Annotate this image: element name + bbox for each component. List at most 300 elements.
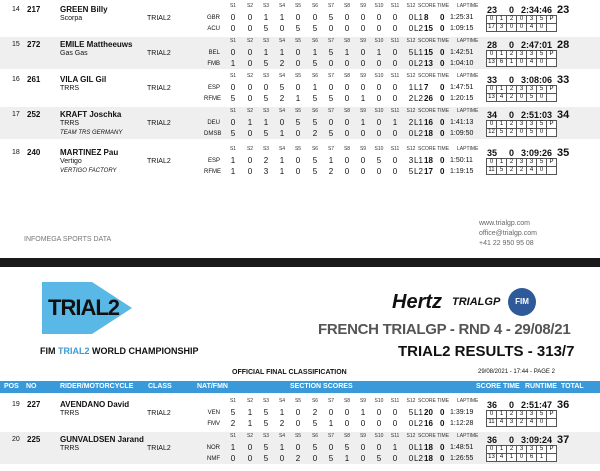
total-penalty: 0 <box>509 435 515 445</box>
championship-title: FIM TRIAL2 WORLD CHAMPIONSHIP <box>40 346 199 356</box>
final-total: 33 <box>557 74 570 86</box>
col-time: TIME <box>503 383 520 390</box>
section-score-lap1: 0 <box>344 156 350 165</box>
lap1-score: 18 <box>424 443 433 452</box>
section-score-lap2: 0 <box>360 59 366 68</box>
section-score-lap2: 0 <box>360 167 366 176</box>
grid-cell: 2 <box>507 16 517 24</box>
hertz-logo: Hertz <box>392 291 443 313</box>
section-label: S9 <box>359 433 367 439</box>
lap1-time: 1:42:51 <box>450 49 474 56</box>
section-score-lap2: 1 <box>230 167 236 176</box>
section-score-lap2: 0 <box>247 94 253 103</box>
section-score-lap1: 1 <box>247 118 253 127</box>
rider-federation: FMV <box>207 421 220 427</box>
grid-cell: 1 <box>497 16 507 24</box>
section-score-lap2: 0 <box>230 24 236 33</box>
section-label: S6 <box>311 38 319 44</box>
grid-cell: 4 <box>527 24 537 32</box>
laptime-label: LAPTIME <box>457 3 479 9</box>
lap1-penalty: 0 <box>440 118 445 127</box>
section-score-lap2: 5 <box>312 167 318 176</box>
laptime-label: LAPTIME <box>457 73 479 79</box>
grid-cell: 4 <box>527 419 537 427</box>
grid-cell: 0 <box>517 24 527 32</box>
section-score-lap1: 0 <box>392 13 398 22</box>
section-label: S9 <box>359 398 367 404</box>
grid-cell: P <box>547 121 557 129</box>
section-label: S4 <box>278 108 286 114</box>
grid-cell: 0 <box>487 121 497 129</box>
rider-motorcycle: TRRS <box>60 85 80 92</box>
score-time-label: SCORE TIME <box>418 398 450 404</box>
section-score-lap1: 2 <box>408 118 414 127</box>
total-penalty: 0 <box>509 148 515 158</box>
col-no: NO <box>26 383 37 390</box>
laptime-label: LAPTIME <box>457 433 479 439</box>
section-score-lap1: 0 <box>392 83 398 92</box>
section-score-lap1: 1 <box>392 443 398 452</box>
section-score-lap1: 0 <box>376 83 382 92</box>
section-score-lap2: 5 <box>230 94 236 103</box>
section-score-lap2: 5 <box>328 129 334 138</box>
section-label: S1 <box>229 38 237 44</box>
section-score-lap2: 0 <box>247 167 253 176</box>
section-score-lap2: 0 <box>392 24 398 33</box>
rider-name[interactable]: VILA GIL Gil <box>60 75 107 84</box>
section-score-lap2: 0 <box>360 129 366 138</box>
score-time-label: SCORE TIME <box>418 108 450 114</box>
lap2-time: 1:09:15 <box>450 25 474 32</box>
lap1-score: 16 <box>424 118 433 127</box>
section-label: S12 <box>406 38 416 44</box>
grid-cell: 3 <box>497 24 507 32</box>
lap1-label: L1 <box>414 443 423 452</box>
section-score-lap1: 0 <box>247 83 253 92</box>
section-score-lap2: 1 <box>344 454 350 463</box>
grid-cell: 6 <box>527 454 537 462</box>
rider-position: 20 <box>12 436 20 443</box>
section-score-lap1: 1 <box>376 48 382 57</box>
lap2-penalty: 0 <box>440 59 445 68</box>
section-score-lap1: 1 <box>279 156 285 165</box>
section-score-lap2: 5 <box>263 129 269 138</box>
section-label: S9 <box>359 146 367 152</box>
total-time: 3:08:06 <box>521 75 553 85</box>
grid-cell: 3 <box>507 419 517 427</box>
section-score-lap1: 2 <box>263 156 269 165</box>
grid-cell: 6 <box>497 59 507 67</box>
section-score-lap2: 1 <box>295 94 301 103</box>
classification-label: OFFICIAL FINAL CLASSIFICATION <box>232 369 347 376</box>
grid-cell: 1 <box>537 454 547 462</box>
grid-cell: 0 <box>537 24 547 32</box>
section-score-lap1: 0 <box>247 48 253 57</box>
section-score-lap2: 0 <box>408 454 414 463</box>
grid-cell: 5 <box>537 411 547 419</box>
grid-cell: 13 <box>488 59 495 65</box>
section-score-lap2: 1 <box>328 419 334 428</box>
grid-cell: 0 <box>487 159 497 167</box>
lap1-penalty: 0 <box>440 48 445 57</box>
grid-cell: 0 <box>517 129 527 137</box>
lap2-penalty: 0 <box>440 129 445 138</box>
col-total: TOTAL <box>561 383 584 390</box>
section-score-lap2: 1 <box>247 419 253 428</box>
section-label: S5 <box>294 38 302 44</box>
score-time-label: SCORE TIME <box>418 38 450 44</box>
section-score-lap1: 5 <box>230 408 236 417</box>
section-score-lap1: 0 <box>230 83 236 92</box>
score-count-grid <box>486 445 557 462</box>
lap1-label: L1 <box>414 408 423 417</box>
grid-cell: 3 <box>517 411 527 419</box>
laptime-label: LAPTIME <box>457 146 479 152</box>
section-label: S9 <box>359 38 367 44</box>
section-score-lap1: 5 <box>328 13 334 22</box>
section-score-lap2: 0 <box>408 24 414 33</box>
rider-class: TRIAL2 <box>147 158 171 165</box>
rider-name[interactable]: GUNVALDSEN Jarand <box>60 435 144 444</box>
section-score-lap2: 1 <box>230 59 236 68</box>
section-label: S4 <box>278 3 286 9</box>
section-score-lap2: 0 <box>344 167 350 176</box>
section-label: S2 <box>246 73 254 79</box>
lap2-label: L2 <box>414 454 423 463</box>
section-score-lap2: 0 <box>247 24 253 33</box>
contact-mail[interactable]: office@trialgp.com <box>479 230 537 237</box>
rider-position: 15 <box>12 41 20 48</box>
rider-row[interactable] <box>0 107 600 139</box>
section-score-lap1: 1 <box>392 118 398 127</box>
grid-cell: 2 <box>507 129 517 137</box>
laptime-label: LAPTIME <box>457 38 479 44</box>
grid-cell: 5 <box>537 446 547 454</box>
grid-cell: P <box>547 446 557 454</box>
section-label: S3 <box>262 38 270 44</box>
grid-cell: 0 <box>517 59 527 67</box>
date-page: 29/08/2021 - 17:44 - PAGE 2 <box>478 369 555 375</box>
section-score-lap1: 0 <box>392 48 398 57</box>
section-score-lap2: 2 <box>279 419 285 428</box>
grid-cell: 13 <box>488 454 495 460</box>
rider-position: 18 <box>12 149 20 156</box>
section-label: S11 <box>390 38 400 44</box>
total-score: 34 <box>487 110 498 120</box>
lap2-penalty: 0 <box>440 454 445 463</box>
lap2-time: 1:19:15 <box>450 168 474 175</box>
section-score-lap1: 0 <box>376 118 382 127</box>
section-label: S10 <box>374 146 384 152</box>
rider-class: TRIAL2 <box>147 120 171 127</box>
section-label: S10 <box>374 73 384 79</box>
rider-federation: DMSB <box>204 131 222 137</box>
contact-phone: +41 22 950 95 08 <box>479 240 534 247</box>
section-label: S9 <box>359 3 367 9</box>
section-label: S10 <box>374 433 384 439</box>
section-score-lap1: 0 <box>247 13 253 22</box>
grid-cell: 3 <box>527 121 537 129</box>
section-label: S4 <box>278 433 286 439</box>
section-score-lap2: 0 <box>360 419 366 428</box>
section-score-lap2: 0 <box>376 94 382 103</box>
section-label: S7 <box>327 433 335 439</box>
grid-cell: 0 <box>537 167 547 175</box>
section-score-lap2: 1 <box>279 167 285 176</box>
rider-name[interactable]: GREEN Billy <box>60 5 108 14</box>
section-score-lap1: 1 <box>312 83 318 92</box>
rider-motorcycle: Gas Gas <box>60 50 88 57</box>
section-score-lap1: 3 <box>408 156 414 165</box>
section-label: S12 <box>406 146 416 152</box>
section-score-lap2: 0 <box>376 167 382 176</box>
score-time-label: SCORE TIME <box>418 73 450 79</box>
lap1-score: 20 <box>424 408 433 417</box>
section-score-lap1: 0 <box>295 156 301 165</box>
grid-cell: 1 <box>497 121 507 129</box>
rider-motorcycle: TRRS <box>60 120 80 127</box>
section-label: S7 <box>327 3 335 9</box>
contact-web[interactable]: www.trialgp.com <box>479 220 530 227</box>
lap1-label: L1 <box>414 83 423 92</box>
grid-cell: 12 <box>488 129 495 135</box>
section-label: S3 <box>262 398 270 404</box>
grid-cell <box>547 24 557 32</box>
section-label: S6 <box>311 433 319 439</box>
section-score-lap2: 5 <box>312 59 318 68</box>
section-score-lap1: 0 <box>295 408 301 417</box>
lap2-time: 1:20:15 <box>450 95 474 102</box>
lap1-score: 18 <box>424 156 433 165</box>
section-score-lap1: 1 <box>312 48 318 57</box>
section-score-lap1: 0 <box>344 13 350 22</box>
section-score-lap2: 2 <box>328 167 334 176</box>
section-score-lap1: 0 <box>295 48 301 57</box>
rider-number: 217 <box>27 5 41 14</box>
rider-name[interactable]: AVENDANO David <box>60 400 130 409</box>
section-label: S4 <box>278 38 286 44</box>
section-score-lap2: 0 <box>408 129 414 138</box>
lap2-penalty: 0 <box>440 94 445 103</box>
score-time-label: SCORE TIME <box>418 3 450 9</box>
grid-cell: 0 <box>517 16 527 24</box>
section-score-lap1: 5 <box>328 48 334 57</box>
lap1-label: L1 <box>414 118 423 127</box>
lap2-penalty: 0 <box>440 24 445 33</box>
section-score-lap1: 0 <box>247 443 253 452</box>
section-label: S10 <box>374 398 384 404</box>
grid-cell: 13 <box>488 94 495 100</box>
rider-federation: FMB <box>207 61 220 67</box>
rider-position: 14 <box>12 6 20 13</box>
section-score-lap1: 1 <box>263 13 269 22</box>
section-score-lap2: 5 <box>230 129 236 138</box>
section-score-lap2: 0 <box>376 24 382 33</box>
section-label: S7 <box>327 38 335 44</box>
laptime-label: LAPTIME <box>457 108 479 114</box>
section-label: S7 <box>327 398 335 404</box>
grid-cell: 3 <box>527 159 537 167</box>
rider-class: TRIAL2 <box>147 50 171 57</box>
section-score-lap1: 5 <box>263 408 269 417</box>
section-score-lap1: 5 <box>344 443 350 452</box>
rider-nation: BEL <box>208 50 220 56</box>
lap1-penalty: 0 <box>440 83 445 92</box>
col-score: SCORE <box>476 383 501 390</box>
rider-row[interactable] <box>0 397 600 429</box>
section-label: S12 <box>406 3 416 9</box>
lap2-time: 1:04:10 <box>450 60 474 67</box>
grid-cell: 0 <box>487 411 497 419</box>
rider-team: TEAM TRS GERMANY <box>60 130 123 136</box>
section-score-lap2: 0 <box>344 129 350 138</box>
section-score-lap1: 5 <box>408 408 414 417</box>
rider-position: 19 <box>12 401 20 408</box>
rider-row[interactable] <box>0 145 600 177</box>
section-score-lap2: 0 <box>392 129 398 138</box>
lap1-score: 8 <box>424 13 429 22</box>
rider-name[interactable]: MARTINEZ Pau <box>60 148 119 157</box>
section-score-lap2: 0 <box>392 454 398 463</box>
col-sections: SECTION SCORES <box>290 383 353 390</box>
grid-cell: 2 <box>507 446 517 454</box>
rider-name[interactable]: EMILE Mattheeuws <box>60 40 133 49</box>
rider-name[interactable]: KRAFT Joschka <box>60 110 122 119</box>
section-score-lap1: 5 <box>263 443 269 452</box>
section-score-lap1: 0 <box>328 408 334 417</box>
section-score-lap1: 5 <box>312 118 318 127</box>
section-label: S2 <box>246 3 254 9</box>
rider-nation: GBR <box>206 15 220 21</box>
score-time-label: SCORE TIME <box>418 146 450 152</box>
lap2-score: 18 <box>424 129 433 138</box>
section-score-lap2: 0 <box>247 454 253 463</box>
section-label: S11 <box>390 398 400 404</box>
grid-cell: 4 <box>497 454 507 462</box>
grid-cell: 0 <box>487 51 497 59</box>
section-label: S8 <box>343 108 351 114</box>
section-label: S10 <box>374 108 384 114</box>
grid-cell: 2 <box>507 121 517 129</box>
section-score-lap1: 5 <box>312 156 318 165</box>
grid-cell: 17 <box>488 24 495 30</box>
section-score-lap2: 0 <box>279 454 285 463</box>
section-label: S9 <box>359 108 367 114</box>
section-score-lap1: 0 <box>230 48 236 57</box>
section-label: S8 <box>343 398 351 404</box>
grid-cell: 2 <box>517 167 527 175</box>
section-score-lap1: 1 <box>263 118 269 127</box>
section-score-lap2: 5 <box>263 454 269 463</box>
section-score-lap1: 0 <box>328 443 334 452</box>
section-score-lap2: 5 <box>263 419 269 428</box>
section-label: S10 <box>374 38 384 44</box>
section-score-lap2: 2 <box>230 419 236 428</box>
section-score-lap2: 0 <box>247 129 253 138</box>
section-score-lap1: 0 <box>328 83 334 92</box>
rider-federation: RFME <box>204 169 221 175</box>
rider-number: 261 <box>27 75 41 84</box>
grid-cell: 0 <box>517 454 527 462</box>
section-label: S7 <box>327 73 335 79</box>
lap1-penalty: 0 <box>440 443 445 452</box>
section-score-lap1: 1 <box>230 156 236 165</box>
table-header <box>0 381 600 393</box>
section-label: S8 <box>343 146 351 152</box>
lap2-time: 1:09:50 <box>450 130 474 137</box>
section-label: S6 <box>311 108 319 114</box>
section-label: S12 <box>406 398 416 404</box>
grid-cell: 0 <box>487 446 497 454</box>
grid-cell <box>547 419 557 427</box>
section-label: S5 <box>294 73 302 79</box>
section-score-lap1: 0 <box>344 118 350 127</box>
grid-cell: 3 <box>527 51 537 59</box>
section-label: S8 <box>343 73 351 79</box>
section-score-lap1: 1 <box>279 443 285 452</box>
score-count-grid <box>486 15 557 32</box>
rider-row[interactable] <box>0 37 600 69</box>
grid-cell: 11 <box>488 419 495 425</box>
section-score-lap1: 1 <box>247 408 253 417</box>
lap2-penalty: 0 <box>440 419 445 428</box>
section-label: S1 <box>229 73 237 79</box>
rider-nation: NOR <box>206 445 220 451</box>
final-total: 23 <box>557 4 570 16</box>
grid-cell: 3 <box>517 51 527 59</box>
rider-number: 272 <box>27 40 41 49</box>
section-label: S8 <box>343 38 351 44</box>
footer-company: INFOMEGA SPORTS DATA <box>24 236 112 243</box>
laptime-label: LAPTIME <box>457 398 479 404</box>
section-label: S12 <box>406 433 416 439</box>
section-label: S2 <box>246 108 254 114</box>
grid-cell: 2 <box>507 51 517 59</box>
grid-cell: 5 <box>527 129 537 137</box>
results-title: TRIAL2 RESULTS - 313/7 <box>398 343 575 360</box>
grid-cell: 4 <box>497 94 507 102</box>
section-score-lap2: 5 <box>312 419 318 428</box>
section-score-lap1: 0 <box>230 118 236 127</box>
section-score-lap1: 1 <box>263 48 269 57</box>
lap1-penalty: 0 <box>440 13 445 22</box>
section-score-lap2: 0 <box>376 129 382 138</box>
rider-number: 240 <box>27 148 41 157</box>
grid-cell: 0 <box>517 94 527 102</box>
rider-number: 227 <box>27 400 41 409</box>
section-score-lap1: 2 <box>312 408 318 417</box>
grid-cell: 5 <box>497 129 507 137</box>
rider-motorcycle: Vertigo <box>60 158 82 165</box>
section-score-lap1: 0 <box>360 83 366 92</box>
section-label: S3 <box>262 73 270 79</box>
section-score-lap1: 0 <box>360 48 366 57</box>
lap1-time: 1:39:19 <box>450 409 474 416</box>
rider-class: TRIAL2 <box>147 410 171 417</box>
rider-class: TRIAL2 <box>147 15 171 22</box>
rider-row[interactable] <box>0 72 600 104</box>
lap1-score: 15 <box>424 48 433 57</box>
section-label: S6 <box>311 3 319 9</box>
section-label: S5 <box>294 398 302 404</box>
section-score-lap1: 1 <box>328 156 334 165</box>
rider-row[interactable] <box>0 432 600 464</box>
lap2-label: L2 <box>414 129 423 138</box>
section-score-lap2: 0 <box>247 59 253 68</box>
section-label: S5 <box>294 146 302 152</box>
rider-row[interactable] <box>0 2 600 34</box>
total-time: 2:34:46 <box>521 5 553 15</box>
